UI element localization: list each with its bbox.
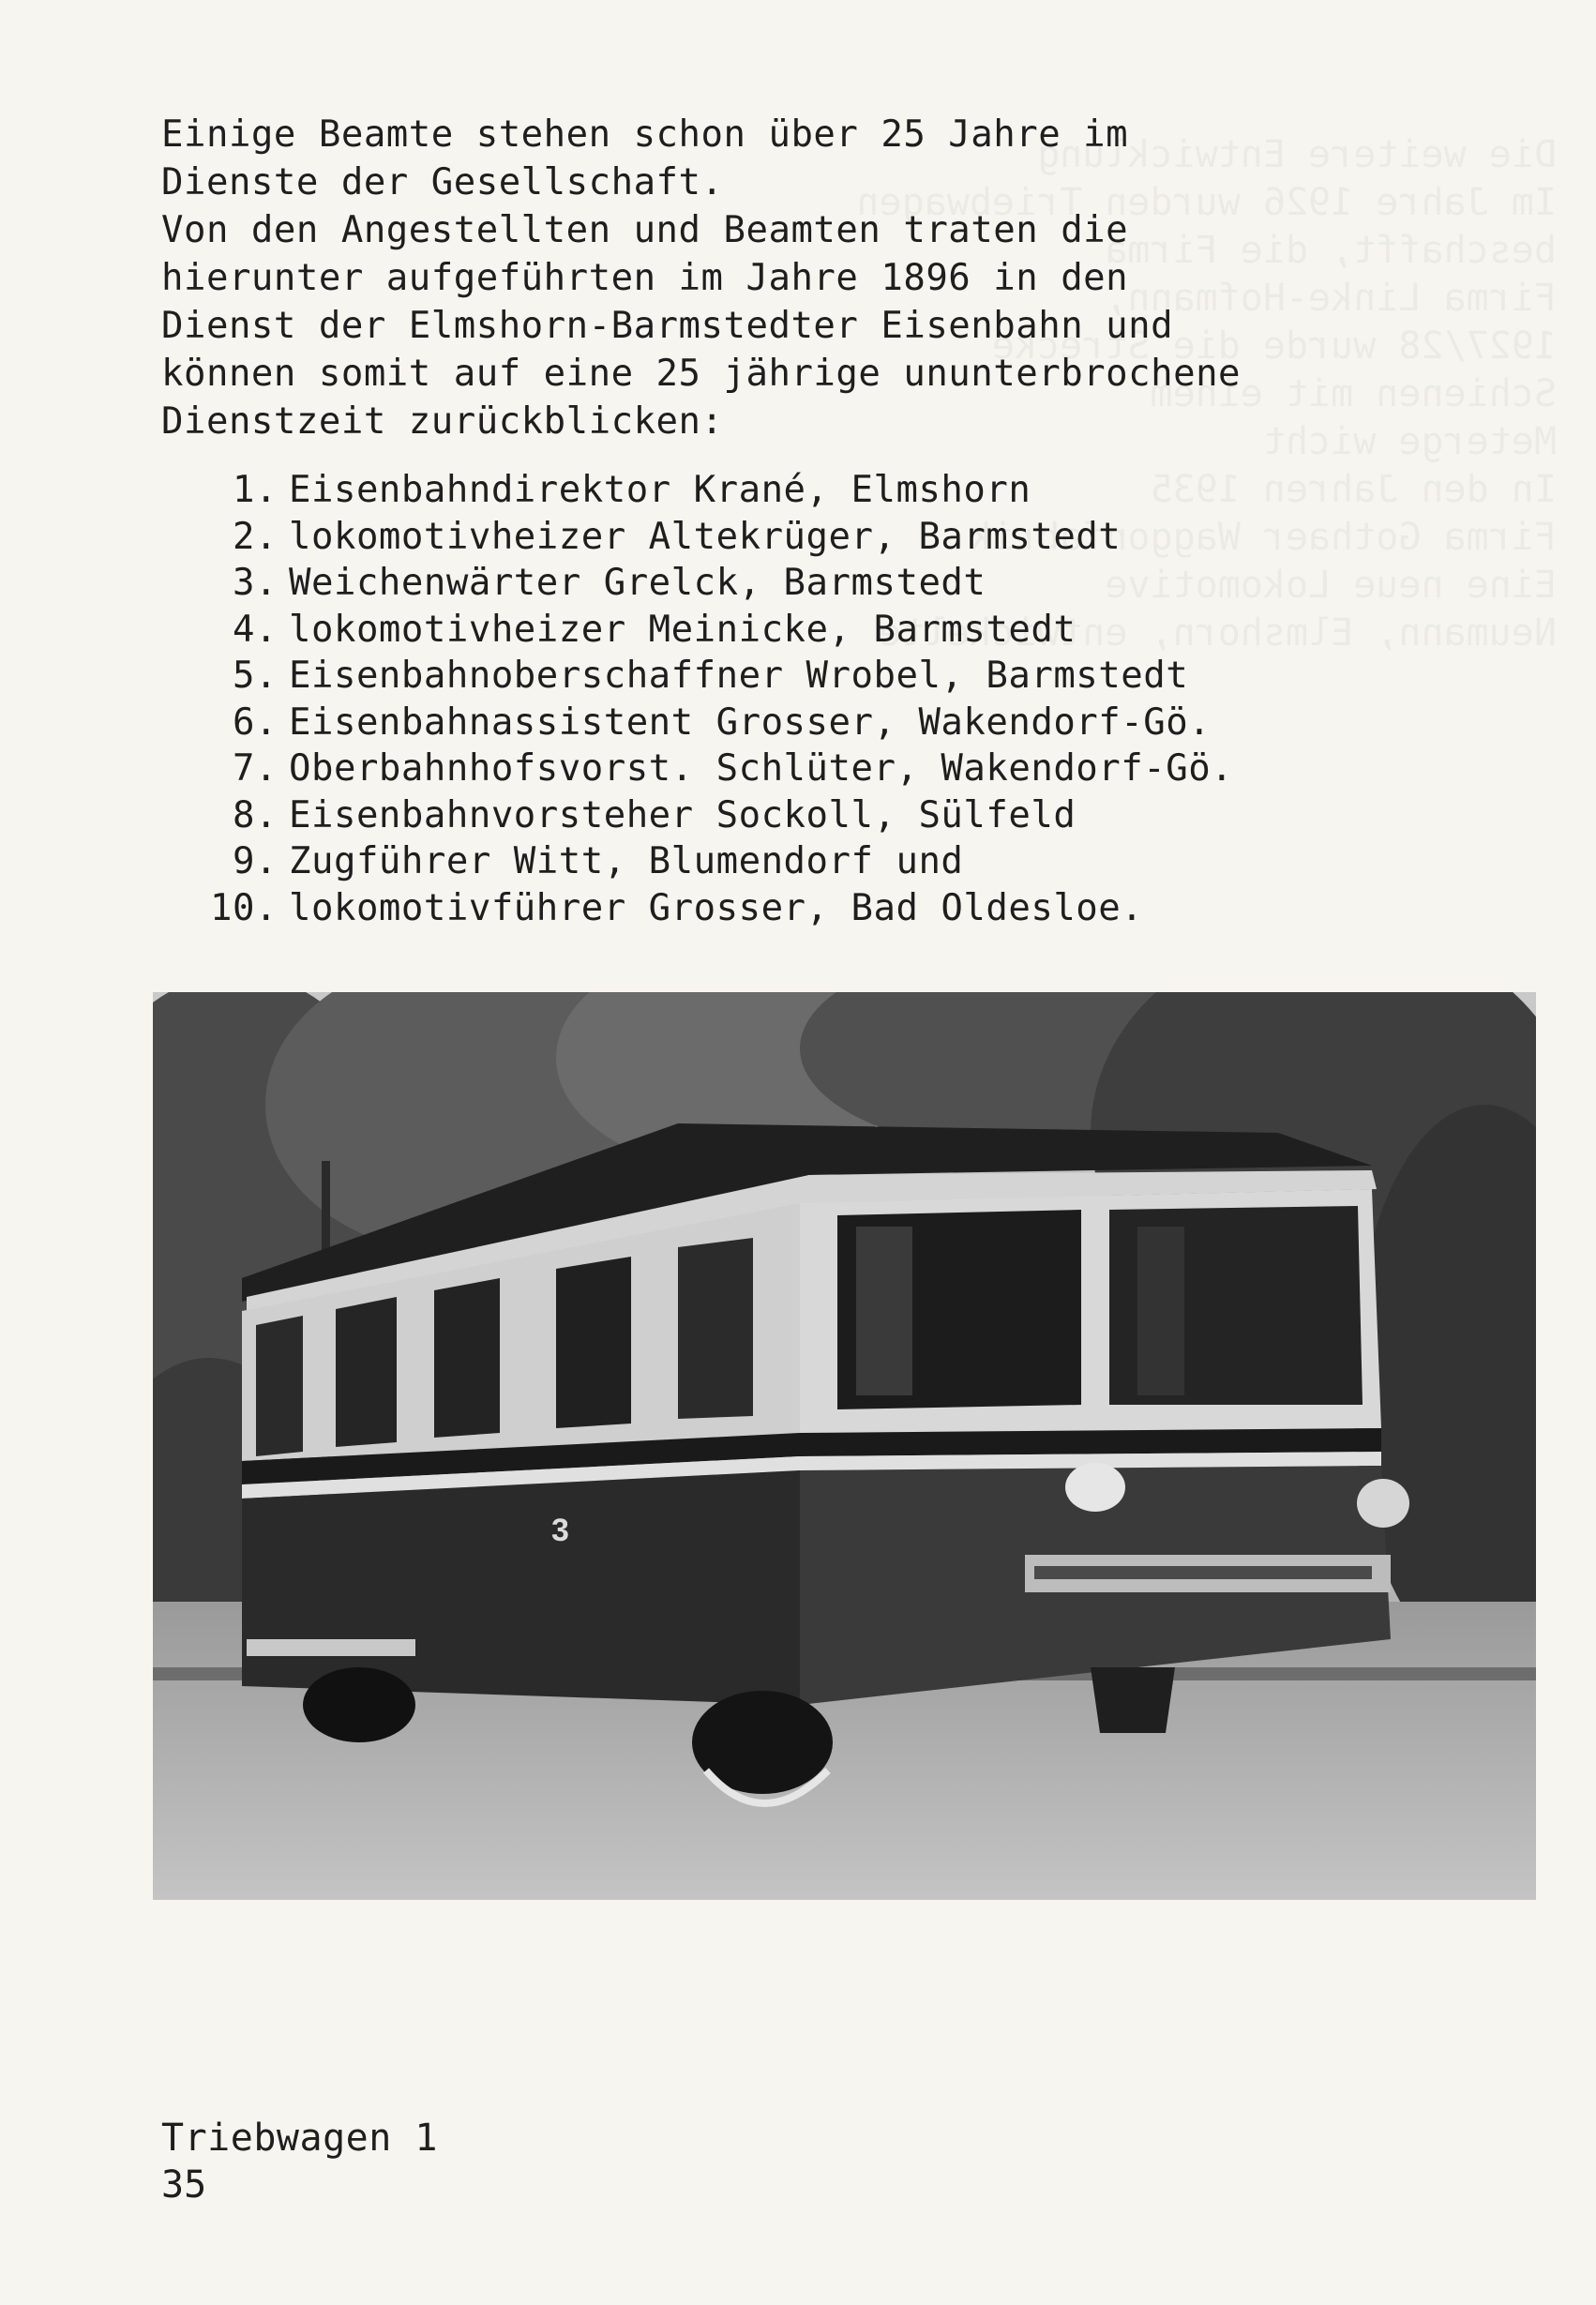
intro-line: Von den Angestellten und Beamten traten die: [161, 209, 1129, 251]
list-number: 10.: [210, 886, 278, 929]
list-number: 6.: [233, 701, 278, 744]
list-number: 1.: [233, 469, 278, 511]
staff-list: [161, 467, 1521, 931]
list-text: Weichenwärter Grelck, Barmstedt: [289, 562, 986, 604]
intro-line: Dienst der Elmshorn-Barmstedter Eisenbahn und: [161, 305, 1174, 347]
intro-line: Dienste der Gesellschaft.: [161, 161, 724, 203]
list-number: 9.: [233, 840, 278, 882]
list-text: Eisenbahndirektor Krané, Elmshorn: [289, 469, 1031, 511]
list-text: Eisenbahnassistent Grosser, Wakendorf-Gö.: [289, 701, 1212, 744]
list-item: [161, 838, 1521, 885]
list-item: [161, 653, 1521, 700]
railcar-photo: [153, 992, 1536, 1900]
list-item: [161, 700, 1521, 746]
list-text: lokomotivheizer Meinicke, Barmstedt: [289, 608, 1077, 651]
intro-line: hierunter aufgeführten im Jahre 1896 in den: [161, 257, 1129, 299]
list-text: Zugführer Witt, Blumendorf und: [289, 840, 964, 882]
list-text: lokomotivheizer Altekrüger, Barmstedt: [289, 515, 1122, 558]
intro-paragraph: [161, 111, 1540, 445]
page-number: 35: [161, 2163, 207, 2207]
intro-line: Einige Beamte stehen schon über 25 Jahre im: [161, 113, 1129, 156]
list-item: [161, 467, 1521, 514]
list-number: 7.: [233, 747, 278, 790]
list-number: 2.: [233, 515, 278, 558]
list-item: [161, 607, 1521, 654]
list-number: 5.: [233, 655, 278, 697]
car-number: 3: [551, 1513, 569, 1548]
list-item: [161, 514, 1521, 561]
photo-caption: Triebwagen 1: [161, 2117, 438, 2160]
list-number: 8.: [233, 793, 278, 836]
list-text: Eisenbahnvorsteher Sockoll, Sülfeld: [289, 793, 1077, 836]
railcar-illustration: [153, 992, 1536, 1900]
list-text: lokomotivführer Grosser, Bad Oldesloe.: [289, 886, 1144, 929]
list-item: [161, 560, 1521, 607]
intro-line: können somit auf eine 25 jährige ununterbrochene: [161, 353, 1242, 395]
intro-line: Dienstzeit zurückblicken:: [161, 400, 724, 443]
list-item: [161, 885, 1521, 932]
list-number: 4.: [233, 608, 278, 651]
list-item: [161, 746, 1521, 792]
list-number: 3.: [233, 562, 278, 604]
list-text: Oberbahnhofsvorst. Schlüter, Wakendorf-Gö.: [289, 747, 1234, 790]
list-text: Eisenbahnoberschaffner Wrobel, Barmstedt: [289, 655, 1189, 697]
list-item: [161, 792, 1521, 839]
